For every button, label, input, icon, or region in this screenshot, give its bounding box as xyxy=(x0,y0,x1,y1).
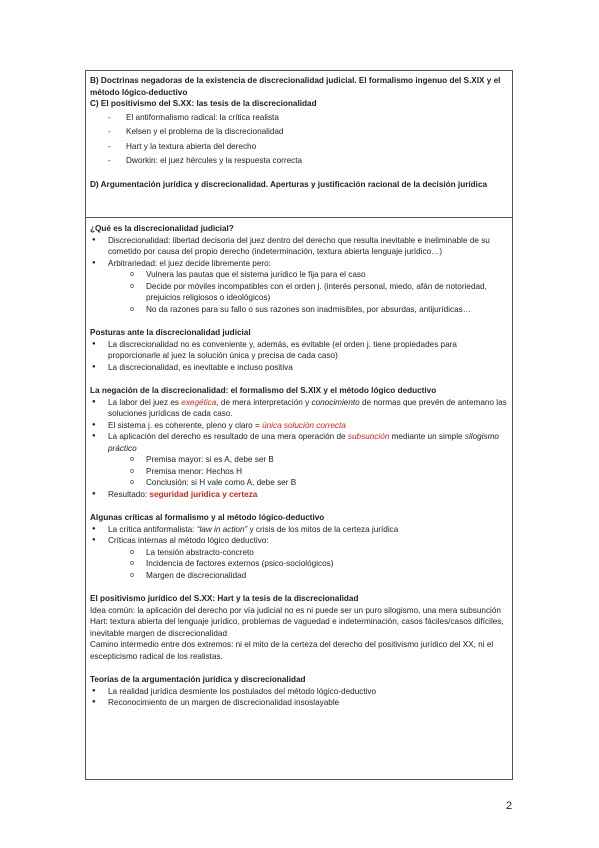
section-list xyxy=(90,524,508,582)
section-list xyxy=(90,235,508,316)
italic-text: conocimiento xyxy=(311,397,360,407)
list-item: - Kelsen y el problema de la discrecionalidad xyxy=(90,126,508,138)
list-item: - Hart y la textura abierta del derecho xyxy=(90,141,508,153)
text-span: de normas que prevén de antemano las soluciones jurídicas de cada caso. xyxy=(108,397,507,418)
list-item xyxy=(90,420,508,432)
paragraph: Idea común: la aplicación del derecho por vía judicial no es ni puede ser un puro silogismo, una mera subsunción xyxy=(90,605,501,615)
list-item: ● Discrecionalidad: libertad decisoria del juez dentro del derecho que resulta inevitable e ineliminable de su cometido por causa del propio derecho (indeterminación, textura abierta lenguaje jurídico…) xyxy=(90,235,508,258)
text-span: , de mera interpretación y xyxy=(216,397,312,407)
sub-item: o Incidencia de factores externos (psico-sociológicos) xyxy=(126,558,508,570)
section-title: Algunas críticas al formalismo y al método lógico-deductivo xyxy=(90,513,325,522)
index-line-d: D) Argumentación jurídica y discrecionalidad. Aperturas y justificación racional de la decisión jurídica xyxy=(90,179,488,189)
sub-item: o Premisa mayor: si es A, debe ser B xyxy=(126,454,508,466)
section-title: La negación de la discrecionalidad: el formalismo del S.XIX y el método lógico deductivo xyxy=(90,386,437,395)
spacer xyxy=(90,167,508,179)
section-list xyxy=(90,397,508,501)
sub-item: o La tensión abstracto-concreto xyxy=(126,547,508,559)
highlight-text: subsunción xyxy=(347,432,390,441)
spacer xyxy=(90,373,508,385)
content-table xyxy=(85,70,513,780)
list-item: ● La realidad jurídica desmiente los postulados del método lógico-deductivo xyxy=(90,686,508,698)
sub-item: o Conclusión: si H vale como A, debe ser B xyxy=(126,477,508,489)
sub-item: o Decide por móviles incompatibles con el orden j. (interés personal, miedo, afán de notoriedad, prejuicios religiosos o ideológicos) xyxy=(126,281,508,304)
page-number: 2 xyxy=(506,800,513,812)
index-block xyxy=(90,75,508,190)
spacer xyxy=(90,662,508,674)
list-item: ● Reconocimiento de un margen de discrecionalidad insoslayable xyxy=(90,697,508,709)
text-span: La labor del juez es xyxy=(108,397,182,407)
highlight-text: única solución correcta xyxy=(262,420,346,430)
notes-block xyxy=(90,223,508,709)
sub-item: o No da razones para su fallo o sus razones son inadmisibles, por absurdas, antijurídicas… xyxy=(126,304,508,316)
spacer xyxy=(90,315,508,327)
list-item xyxy=(90,431,508,489)
list-item: - Dworkin: el juez hércules y la respuesta correcta xyxy=(90,155,508,167)
sub-item: o Premisa menor: Hechos H xyxy=(126,466,508,478)
text-span: Críticas internas al método lógico deductivo: xyxy=(108,536,269,545)
text-span: Resultado: xyxy=(108,489,150,499)
text-span: y crisis de los mitos de la certeza jurídica xyxy=(247,524,399,534)
section-list xyxy=(90,686,508,709)
sub-list xyxy=(108,454,508,489)
list-item: - El antiformalismo radical: la crítica realista xyxy=(90,112,508,124)
highlight-text: exegética xyxy=(181,397,217,407)
spacer xyxy=(90,500,508,512)
spacer xyxy=(90,581,508,593)
sub-list xyxy=(108,269,508,315)
list-item: ● La discrecionalidad, es inevitable e incluso positiva xyxy=(90,362,508,374)
list-item xyxy=(90,489,508,501)
list-item xyxy=(90,397,508,420)
index-line-c: C) El positivismo del S.XX: las tesis de la discrecionalidad xyxy=(90,99,317,108)
sub-item: o Vulnera las pautas que el sistema jurídico le fija para el caso xyxy=(126,269,508,281)
text-span: La aplicación del derecho es resultado de una mera operación de xyxy=(108,432,348,441)
list-item: ● La discrecionalidad no es conveniente y, además, es evitable (el orden j. tiene propiedades para proporcionarle al juez la solución única y precisa de cada caso) xyxy=(90,339,508,362)
sub-item: o Margen de discrecionalidad xyxy=(126,570,508,582)
text-span: El sistema j. es coherente, pleno y claro = xyxy=(108,420,263,430)
list-item xyxy=(90,258,508,316)
index-line-b: B) Doctrinas negadoras de la existencia de discrecionalidad judicial. El formalismo ingenuo del S.XIX y el método lógico-deductivo xyxy=(90,76,501,97)
sub-list xyxy=(108,547,508,582)
text-span: mediante un simple xyxy=(389,432,465,441)
index-c-list xyxy=(90,112,508,167)
highlight-text: seguridad jurídica y certeza xyxy=(149,489,258,499)
section-title: Teorías de la argumentación jurídica y discrecionalidad xyxy=(90,675,306,684)
table-divider xyxy=(86,217,512,218)
text-span: La crítica antiformalista: xyxy=(108,524,197,534)
list-item-text: Arbitrariedad: el juez decide libremente pero: xyxy=(108,258,271,268)
list-item xyxy=(90,524,508,536)
paragraph: Camino intermedio entre dos extremos: ni el mito de la certeza del derecho del positivismo jurídico del XX, ni el escepticismo radical de los realistas. xyxy=(90,640,494,661)
italic-text: silogismo práctico xyxy=(108,432,499,453)
paragraph: Hart: textura abierta del lenguaje jurídico, problemas de vaguedad e indeterminación, casos fáciles/casos difíciles, inevitable margen de discrecionalidad xyxy=(90,617,504,638)
section-title: Posturas ante la discrecionalidad judicial xyxy=(90,328,251,337)
section-title: El positivismo jurídico del S.XX: Hart y la tesis de la discrecionalidad xyxy=(90,594,359,603)
italic-text: “law in action” xyxy=(196,524,248,534)
list-item xyxy=(90,535,508,581)
section-title: ¿Qué es la discrecionalidad judicial? xyxy=(90,224,234,233)
section-list xyxy=(90,339,508,374)
